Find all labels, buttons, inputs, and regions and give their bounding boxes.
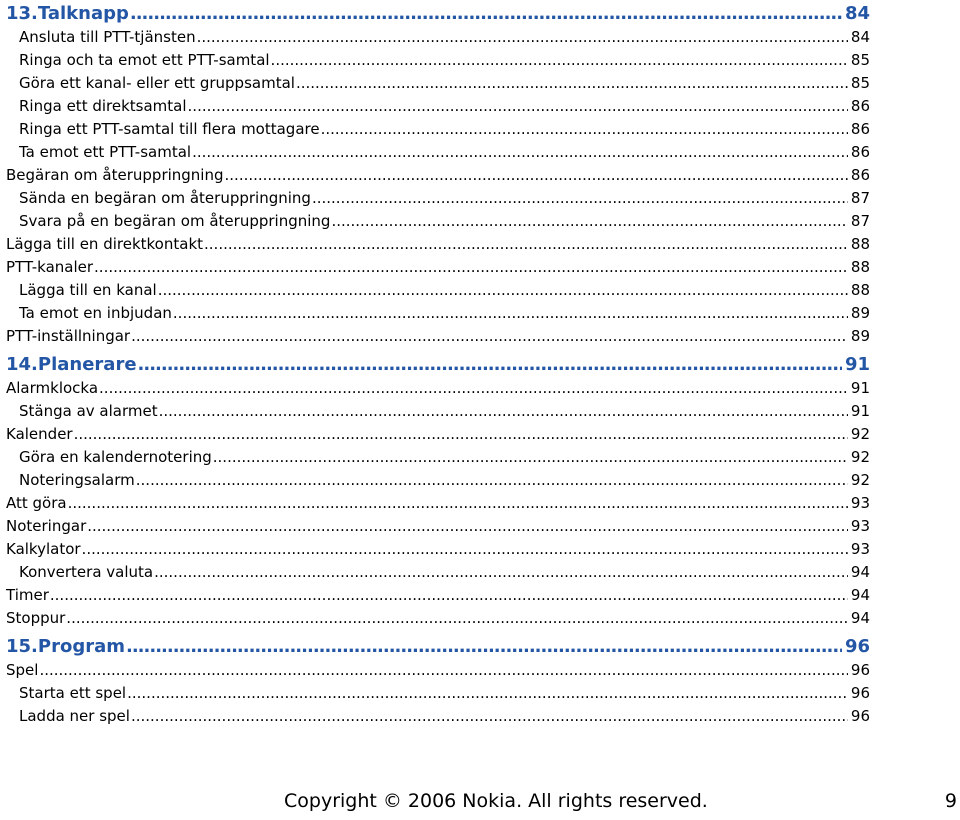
dot-leader — [39, 659, 847, 682]
toc-entry-page: 93 — [850, 494, 870, 512]
toc-entry-label: Begäran om återuppringning — [6, 166, 224, 184]
toc-section — [6, 634, 870, 728]
toc-entry-page: 86 — [850, 120, 870, 138]
toc-entry-label: Noteringsalarm — [19, 471, 135, 489]
dot-leader — [154, 561, 848, 584]
toc-entry-label: Spel — [6, 661, 39, 679]
toc-entry-page: 89 — [850, 304, 870, 322]
toc-entry-label: Alarmklocka — [6, 379, 99, 397]
dot-leader — [136, 469, 848, 492]
toc-entry-label: Lägga till en direktkontakt — [6, 235, 204, 253]
toc-entry-page: 96 — [850, 707, 870, 725]
toc-entry[interactable] — [6, 279, 870, 302]
toc-entry-page: 94 — [850, 586, 870, 604]
dot-leader — [158, 279, 848, 302]
toc-heading-label: 13.Talknapp — [6, 3, 129, 24]
toc-entry[interactable] — [6, 210, 870, 233]
toc-entry-page: 93 — [850, 517, 870, 535]
toc-entry-page: 86 — [850, 143, 870, 161]
dot-leader — [66, 607, 848, 630]
toc-entry[interactable] — [6, 584, 870, 607]
toc-entry-label: Stoppur — [6, 609, 66, 627]
toc-entry-page: 92 — [850, 425, 870, 443]
dot-leader — [225, 164, 848, 187]
dot-leader — [82, 538, 848, 561]
toc-entry-page: 94 — [850, 609, 870, 627]
toc-entry-label: Svara på en begäran om återuppringning — [19, 212, 331, 230]
toc-entry-label: Starta ett spel — [19, 684, 127, 702]
toc-entry-label: Att göra — [6, 494, 67, 512]
toc-entry-page: 88 — [850, 235, 870, 253]
toc-heading[interactable] — [6, 634, 870, 659]
toc-entry[interactable] — [6, 423, 870, 446]
toc-entry-page: 86 — [850, 97, 870, 115]
dot-leader — [68, 492, 848, 515]
toc-entry-page: 91 — [850, 402, 870, 420]
toc-entry-label: Ringa ett PTT-samtal till flera mottagare — [19, 120, 320, 138]
toc-entry-page: 87 — [850, 212, 870, 230]
dot-leader — [204, 233, 848, 256]
dot-leader — [138, 352, 842, 377]
toc-entry-label: Ta emot en inbjudan — [19, 304, 172, 322]
toc-entry-label: Ringa ett direktsamtal — [19, 97, 187, 115]
toc-entry[interactable] — [6, 26, 870, 49]
toc-entry[interactable] — [6, 233, 870, 256]
toc-entry-page: 84 — [850, 28, 870, 46]
dot-leader — [94, 256, 848, 279]
toc-entry-label: Kalender — [6, 425, 73, 443]
toc-heading-page: 96 — [844, 636, 870, 657]
toc-entry[interactable] — [6, 561, 870, 584]
dot-leader — [197, 26, 848, 49]
toc-entry-label: Kalkylator — [6, 540, 81, 558]
toc-section — [6, 352, 870, 630]
toc-entry-page: 92 — [850, 471, 870, 489]
toc-entry-label: Timer — [6, 586, 49, 604]
toc-entry-label: Sända en begäran om återuppringning — [19, 189, 311, 207]
toc-heading[interactable] — [6, 1, 870, 26]
toc-entry-label: Ta emot ett PTT-samtal — [19, 143, 192, 161]
toc-entry-label: Konvertera valuta — [19, 563, 154, 581]
toc-entry-page: 96 — [850, 684, 870, 702]
table-of-contents — [6, 1, 870, 728]
toc-entry[interactable] — [6, 538, 870, 561]
toc-entry-page: 92 — [850, 448, 870, 466]
toc-entry-page: 91 — [850, 379, 870, 397]
toc-entry-page: 93 — [850, 540, 870, 558]
dot-leader — [331, 210, 847, 233]
toc-entry[interactable] — [6, 141, 870, 164]
toc-entry[interactable] — [6, 446, 870, 469]
toc-entry-page: 85 — [850, 51, 870, 69]
toc-entry[interactable] — [6, 118, 870, 141]
toc-section — [6, 1, 870, 348]
toc-entry-label: Göra ett kanal- eller ett gruppsamtal — [19, 74, 295, 92]
dot-leader — [74, 423, 848, 446]
dot-leader — [173, 302, 848, 325]
dot-leader — [296, 72, 848, 95]
toc-heading-page: 84 — [844, 3, 870, 24]
toc-entry[interactable] — [6, 705, 870, 728]
dot-leader — [159, 400, 848, 423]
toc-entry[interactable] — [6, 492, 870, 515]
dot-leader — [321, 118, 848, 141]
toc-entry[interactable] — [6, 256, 870, 279]
dot-leader — [131, 705, 848, 728]
dot-leader — [127, 682, 848, 705]
toc-entry-label: Ladda ner spel — [19, 707, 130, 725]
toc-entry[interactable] — [6, 95, 870, 118]
dot-leader — [50, 584, 848, 607]
toc-entry-page: 89 — [850, 327, 870, 345]
dot-leader — [312, 187, 848, 210]
page-number: 9 — [944, 790, 957, 812]
toc-entry-page: 88 — [850, 281, 870, 299]
page-footer — [0, 790, 960, 818]
toc-heading-label: 15.Program — [6, 636, 125, 657]
toc-entry-label: Noteringar — [6, 517, 87, 535]
dot-leader — [126, 634, 842, 659]
toc-entry-label: Göra en kalendernotering — [19, 448, 212, 466]
toc-entry-label: Ringa och ta emot ett PTT-samtal — [19, 51, 270, 69]
copyright-notice: Copyright © 2006 Nokia. All rights reserved. — [284, 790, 708, 812]
toc-entry[interactable] — [6, 164, 870, 187]
toc-heading[interactable] — [6, 352, 870, 377]
toc-entry-page: 94 — [850, 563, 870, 581]
toc-entry-label: Stänga av alarmet — [19, 402, 158, 420]
dot-leader — [130, 1, 842, 26]
toc-entry[interactable] — [6, 515, 870, 538]
toc-entry-label: Lägga till en kanal — [19, 281, 157, 299]
toc-entry-page: 88 — [850, 258, 870, 276]
toc-entry-page: 87 — [850, 189, 870, 207]
toc-entry[interactable] — [6, 49, 870, 72]
toc-entry[interactable] — [6, 607, 870, 630]
toc-entry-page: 86 — [850, 166, 870, 184]
toc-entry[interactable] — [6, 302, 870, 325]
toc-entry[interactable] — [6, 72, 870, 95]
toc-entry[interactable] — [6, 187, 870, 210]
toc-entry[interactable] — [6, 400, 870, 423]
toc-entry-label: Ansluta till PTT-tjänsten — [19, 28, 196, 46]
dot-leader — [87, 515, 848, 538]
dot-leader — [192, 141, 848, 164]
dot-leader — [271, 49, 848, 72]
toc-entry[interactable] — [6, 325, 870, 348]
toc-entry-label: PTT-kanaler — [6, 258, 94, 276]
toc-entry[interactable] — [6, 659, 870, 682]
dot-leader — [213, 446, 848, 469]
toc-entry[interactable] — [6, 469, 870, 492]
toc-entry-page: 96 — [850, 661, 870, 679]
toc-heading-label: 14.Planerare — [6, 354, 137, 375]
toc-entry[interactable] — [6, 682, 870, 705]
dot-leader — [99, 377, 848, 400]
dot-leader — [188, 95, 848, 118]
dot-leader — [131, 325, 848, 348]
toc-entry-label: PTT-inställningar — [6, 327, 131, 345]
toc-entry-page: 85 — [850, 74, 870, 92]
toc-entry[interactable] — [6, 377, 870, 400]
toc-heading-page: 91 — [844, 354, 870, 375]
